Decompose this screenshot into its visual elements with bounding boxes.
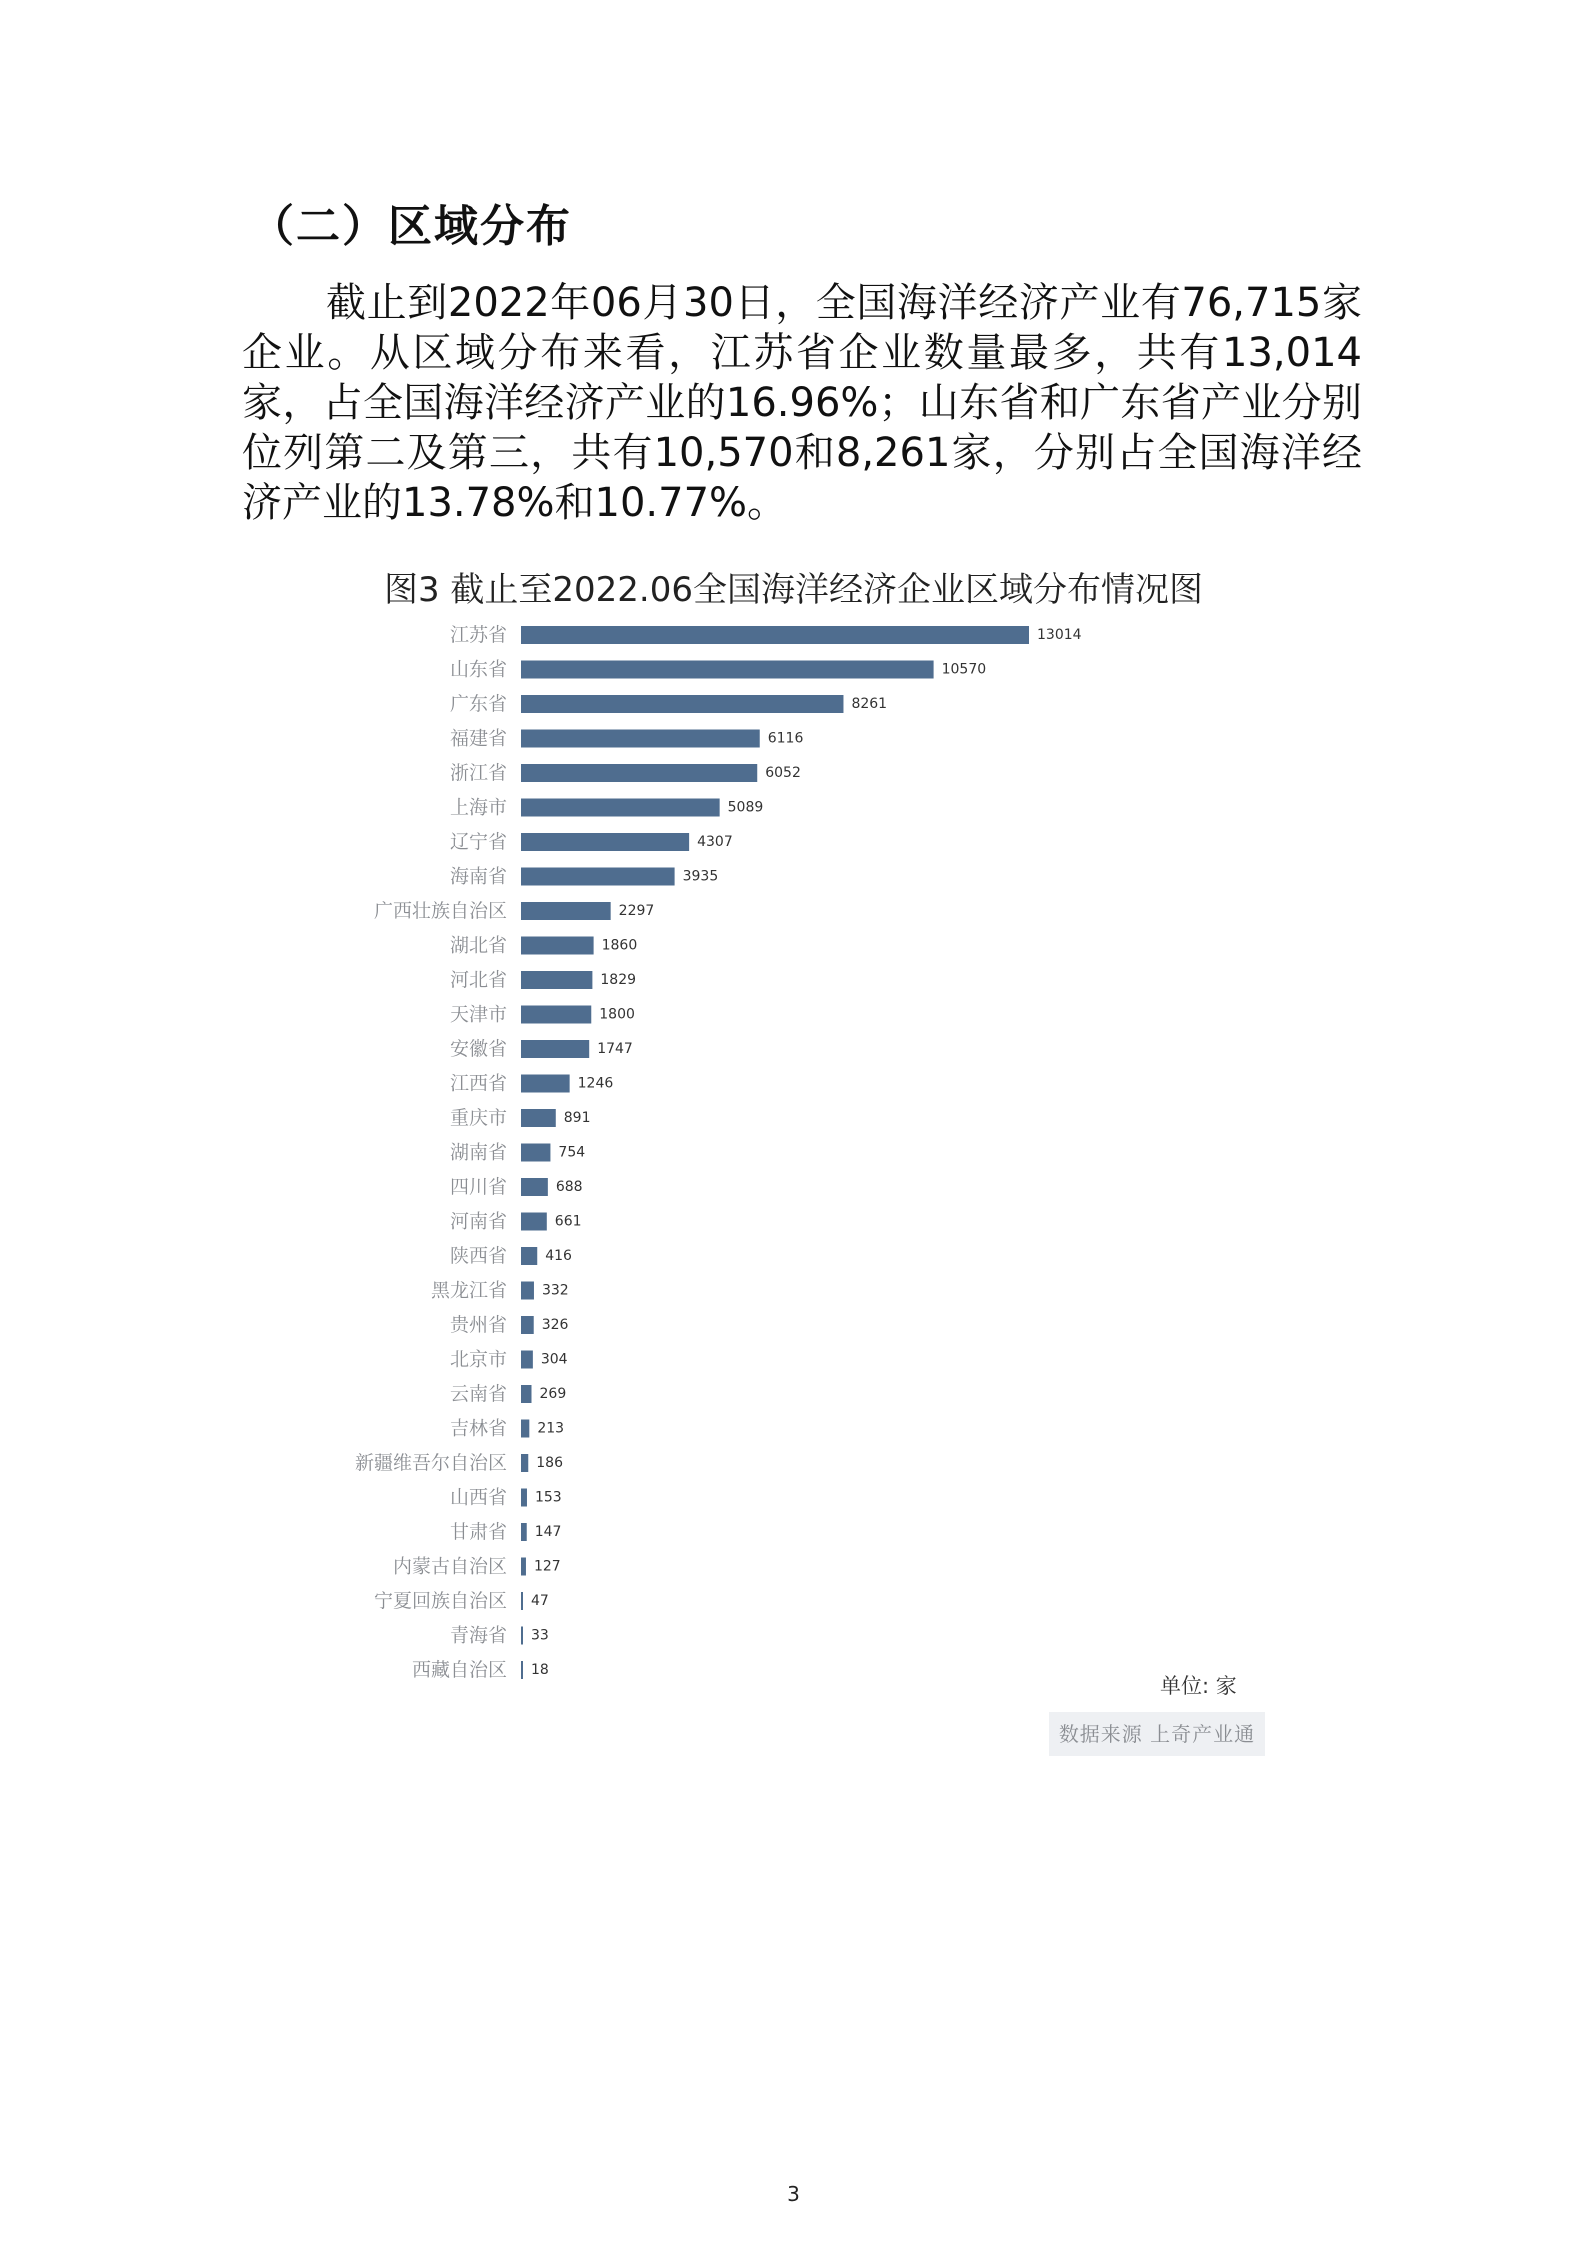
value-label: 13014: [1037, 627, 1082, 643]
category-label: 广西壮族自治区: [373, 900, 507, 922]
category-label: 湖南省: [449, 1141, 507, 1164]
bar: [521, 971, 592, 989]
value-label: 153: [534, 1489, 562, 1506]
bar: [521, 626, 1029, 644]
bar: [521, 1144, 550, 1162]
value-label: 213: [537, 1420, 565, 1437]
value-label: 688: [555, 1179, 583, 1195]
value-label: 1246: [577, 1075, 614, 1092]
value-label: 8261: [851, 696, 888, 712]
bar: [521, 1385, 532, 1403]
bar: [521, 1247, 537, 1265]
value-label: 4307: [697, 834, 733, 850]
category-label: 天津市: [449, 1003, 507, 1026]
bar: [521, 902, 611, 920]
value-label: 891: [563, 1110, 591, 1126]
bar: [521, 1178, 548, 1196]
bar: [521, 1316, 534, 1334]
bar: [521, 833, 689, 851]
category-label: 四川省: [449, 1176, 507, 1198]
value-label: 6052: [765, 765, 801, 781]
category-label: 江苏省: [449, 624, 507, 646]
value-label: 1860: [601, 937, 638, 954]
bar: [521, 1627, 523, 1645]
value-label: 18: [531, 1662, 549, 1678]
category-label: 河南省: [449, 1210, 507, 1233]
value-label: 1800: [599, 1006, 635, 1023]
category-label: 上海市: [449, 796, 507, 819]
bar: [521, 1454, 528, 1472]
value-label: 147: [534, 1524, 562, 1540]
category-label: 山西省: [449, 1486, 507, 1509]
category-label: 云南省: [449, 1383, 507, 1405]
category-label: 河北省: [449, 969, 507, 991]
bar: [521, 1558, 526, 1576]
bar: [521, 1523, 527, 1541]
bar: [521, 1351, 533, 1369]
category-label: 海南省: [449, 865, 507, 888]
bar: [521, 1420, 529, 1438]
bar: [521, 1109, 556, 1127]
value-label: 754: [558, 1144, 586, 1161]
category-label: 辽宁省: [449, 831, 507, 853]
data-source-label: 数据来源 上奇产业通: [1049, 1712, 1265, 1756]
bar: [521, 1592, 523, 1610]
value-label: 10570: [941, 661, 987, 678]
category-label: 西藏自治区: [411, 1659, 507, 1681]
value-label: 47: [531, 1593, 549, 1609]
category-label: 重庆市: [449, 1107, 507, 1129]
category-label: 山东省: [449, 658, 507, 681]
category-label: 宁夏回族自治区: [373, 1590, 507, 1612]
category-label: 福建省: [449, 727, 507, 750]
value-label: 416: [545, 1248, 572, 1264]
category-label: 新疆维吾尔自治区: [354, 1452, 507, 1474]
category-label: 甘肃省: [449, 1521, 507, 1543]
body-paragraph: 截止到2022年06月30日，全国海洋经济产业有76,715家企业。从区域分布来看，江苏省企业数量最多，共有13,014家，占全国海洋经济产业的16.96%；山东省和广东省产业分别位列第二及第三，共有10,570和8,261家，分别占全国海洋经济产业的13.78%和10.77%。: [242, 280, 1362, 526]
bar: [521, 730, 760, 748]
value-label: 5089: [727, 799, 764, 816]
bar: [521, 1489, 527, 1507]
category-label: 吉林省: [449, 1417, 507, 1440]
bar: [521, 764, 757, 782]
value-label: 1829: [600, 972, 637, 988]
category-label: 江西省: [449, 1072, 507, 1095]
value-label: 33: [531, 1627, 549, 1644]
bar: [521, 799, 720, 817]
category-label: 陕西省: [449, 1245, 507, 1267]
chart-title: 图3 截止至2022.06全国海洋经济企业区域分布情况图: [383, 570, 1204, 610]
value-label: 186: [536, 1455, 563, 1471]
bar: [521, 1661, 523, 1679]
category-label: 浙江省: [449, 762, 507, 784]
category-label: 安徽省: [449, 1038, 507, 1060]
value-label: 6116: [767, 730, 804, 747]
value-label: 304: [540, 1351, 568, 1368]
value-label: 2297: [618, 903, 655, 919]
category-label: 北京市: [449, 1348, 507, 1371]
page-number: 3: [787, 2182, 800, 2206]
value-label: 3935: [682, 868, 719, 885]
bar: [521, 1282, 534, 1300]
value-label: 1747: [597, 1041, 633, 1057]
unit-label: 单位: 家: [1160, 1674, 1237, 1698]
value-label: 326: [541, 1317, 569, 1333]
value-label: 332: [541, 1282, 569, 1299]
bar: [521, 1006, 591, 1024]
bar: [521, 868, 675, 886]
value-label: 661: [554, 1213, 582, 1230]
category-label: 广东省: [449, 693, 507, 715]
category-label: 黑龙江省: [430, 1279, 507, 1302]
value-label: 269: [539, 1386, 567, 1402]
category-label: 内蒙古自治区: [392, 1555, 507, 1578]
category-label: 湖北省: [449, 934, 507, 957]
category-label: 贵州省: [449, 1314, 507, 1336]
bar: [521, 1040, 589, 1058]
category-label: 青海省: [449, 1624, 507, 1647]
bar: [521, 1213, 547, 1231]
section-heading: （二）区域分布: [250, 201, 572, 252]
bar: [521, 1075, 570, 1093]
value-label: 127: [533, 1558, 561, 1575]
bar: [521, 695, 843, 713]
bar: [521, 937, 594, 955]
bar: [521, 661, 934, 679]
